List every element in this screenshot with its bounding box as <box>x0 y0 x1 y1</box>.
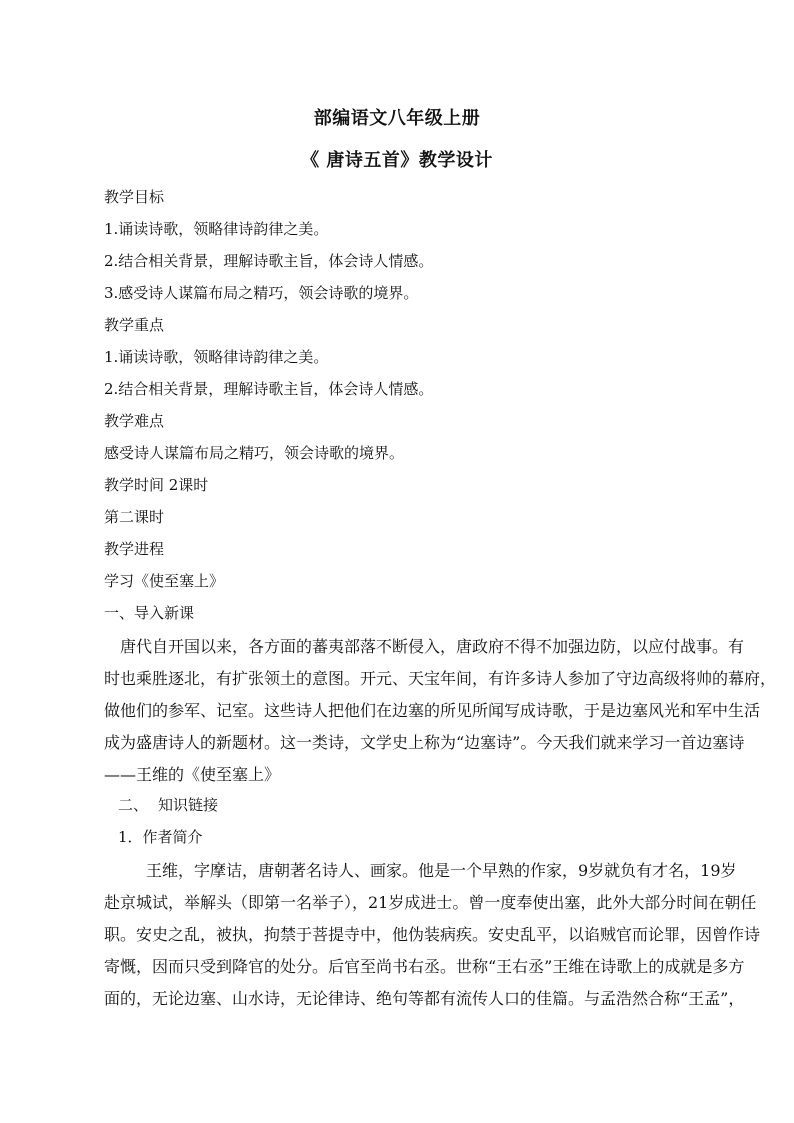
teaching-process-heading: 教学进程 <box>104 540 165 558</box>
teaching-time: 教学时间 2课时 <box>104 476 209 494</box>
intro-paragraph-line: ——王维的《使至塞上》 <box>104 765 281 784</box>
difficult-point-text: 感受诗人谋篇布局之精巧，领会诗歌的境界。 <box>104 444 405 462</box>
goal-item: 1.诵读诗歌，领略律诗韵律之美。 <box>104 220 329 238</box>
section-intro-heading: 一、导入新课 <box>104 604 195 622</box>
intro-paragraph-line: 时也乘胜逐北，有扩张领土的意图。开元、天宝年间，有许多诗人参加了守边高级将帅的幕府， <box>104 669 777 688</box>
goal-item: 3.感受诗人谋篇布局之精巧，领会诗歌的境界。 <box>104 284 419 302</box>
lesson-label: 第二课时 <box>104 508 165 526</box>
difficult-points-heading: 教学难点 <box>104 412 165 430</box>
goals-heading: 教学目标 <box>104 188 165 206</box>
author-paragraph-line: 面的，无论边塞、山水诗，无论律诗、绝句等都有流传人口的佳篇。与孟浩然合称“王孟”， <box>104 989 745 1008</box>
document-title-main: 《 唐诗五首》教学设计 <box>301 150 493 171</box>
author-intro-heading: 1．作者简介 <box>118 828 203 846</box>
author-paragraph-line: 寄慨，因而只受到降官的处分。后官至尚书右丞。世称“王右丞”王维在诗歌上的成就是多方 <box>104 957 745 976</box>
section-knowledge-number: 二、 <box>118 796 149 814</box>
study-heading: 学习《使至塞上》 <box>104 572 225 590</box>
intro-paragraph-line: 唐代自开国以来，各方面的蕃夷部落不断侵入，唐政府不得不加强边防，以应付战事。有 <box>120 637 745 656</box>
key-point-item: 2.结合相关背景，理解诗歌主旨，体会诗人情感。 <box>104 380 434 398</box>
document-title-series: 部编语文八年级上册 <box>313 108 481 129</box>
intro-paragraph-line: 做他们的参军、记室。这些诗人把他们在边塞的所见所闻写成诗歌，于是边塞风光和军中生活 <box>104 701 761 720</box>
intro-paragraph-line: 成为盛唐诗人的新题材。这一类诗，文学史上称为“边塞诗”。今天我们就来学习一首边塞诗 <box>104 733 745 752</box>
author-paragraph-line: 赴京城试，举解头（即第一名举子），21岁成进士。曾一度奉使出塞，此外大部分时间在朝任 <box>104 893 757 912</box>
key-points-heading: 教学重点 <box>104 316 165 334</box>
goal-item: 2.结合相关背景，理解诗歌主旨，体会诗人情感。 <box>104 252 434 270</box>
author-paragraph-line: 职。安史之乱，被执，拘禁于菩提寺中，他伪装病疾。安史乱平，以谄贼官而论罪，因曾作诗 <box>104 925 761 944</box>
author-paragraph-line: 王维，字摩诘，唐朝著名诗人、画家。他是一个早熟的作家，9岁就负有才名，19岁 <box>146 861 737 880</box>
key-point-item: 1.诵读诗歌，领略律诗韵律之美。 <box>104 348 329 366</box>
section-knowledge-title: 知识链接 <box>158 796 219 814</box>
